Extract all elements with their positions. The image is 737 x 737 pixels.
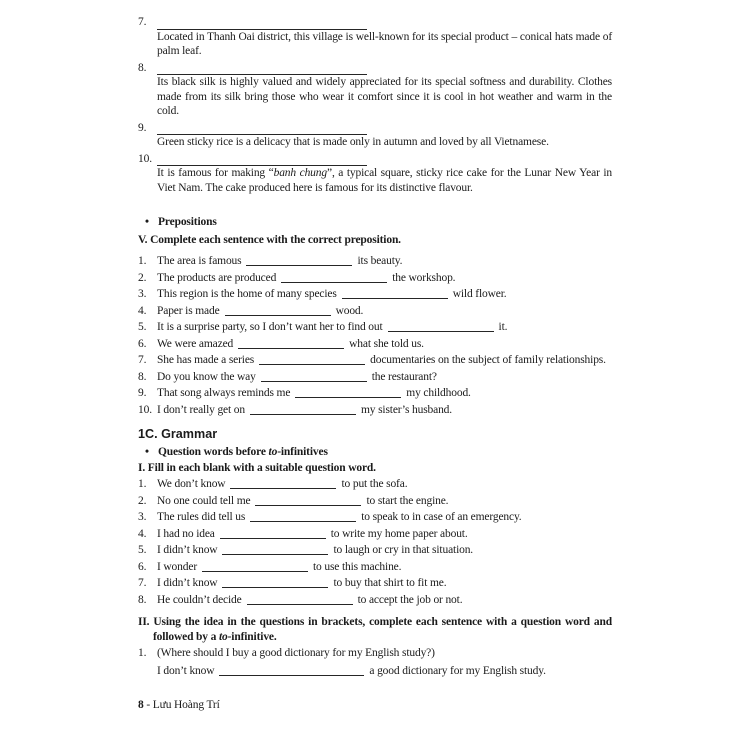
- exercise-ii-items: [138, 646, 612, 678]
- item-sentence: [157, 304, 612, 319]
- item-number: 6.: [138, 337, 147, 350]
- sentence-text: to buy that shirt to fit me.: [333, 577, 447, 589]
- sentence-text: I had no idea: [157, 527, 215, 540]
- sentence-text: I wonder: [157, 560, 197, 573]
- heading-label: Prepositions: [158, 216, 217, 228]
- sentence-text: to accept the job or not.: [357, 593, 463, 606]
- item-number: 10.: [138, 403, 152, 416]
- instruction-text: II. Using the idea in the questions in brackets, complete each sentence with a question word and followed by a: [138, 616, 612, 643]
- sentence-text: The products are produced: [157, 271, 277, 284]
- sentence-text: Paper is made: [157, 304, 220, 317]
- item-number: 5.: [138, 544, 147, 556]
- exercise-item: [138, 560, 612, 575]
- sentence-text: He couldn’t decide: [157, 593, 242, 606]
- item-sentence: [157, 370, 612, 385]
- answer-blank: [219, 664, 364, 676]
- item-number: 2.: [138, 494, 147, 507]
- item-answer-row: [138, 61, 612, 76]
- item-number: 3.: [138, 511, 147, 523]
- exercise-item: [138, 403, 612, 418]
- exercise-item: [138, 477, 612, 492]
- exercise-item: [138, 320, 612, 335]
- answer-blank: [250, 403, 356, 415]
- answer-blank: [281, 271, 387, 283]
- item-answer-row: [138, 152, 612, 167]
- exercise-item: [138, 254, 612, 269]
- sentence-text: to speak to in case of an emergency.: [361, 511, 522, 523]
- sentence-text: the restaurant?: [371, 370, 437, 383]
- item-description: [157, 75, 612, 119]
- item-description: [157, 135, 612, 150]
- item-answer-row: [138, 121, 612, 136]
- sentence-text: wild flower.: [452, 288, 507, 300]
- exercise-item: [138, 646, 612, 678]
- sentence-text: We don’t know: [157, 478, 226, 490]
- item-number: 7.: [138, 577, 147, 589]
- answer-blank: [222, 543, 328, 555]
- answer-blank: [295, 386, 401, 398]
- exercise-i-items: [138, 477, 612, 607]
- answer-blank: [388, 320, 494, 332]
- sentence-text: the workshop.: [392, 271, 456, 284]
- item-sentence: [157, 353, 612, 368]
- sentence-text: to write my home paper about.: [330, 527, 468, 540]
- bracket-question: (Where should I buy a good dictionary for my English study?): [157, 647, 435, 659]
- heading-text: -infinitives: [277, 446, 328, 458]
- answer-blank: [230, 477, 336, 489]
- answer-blank: [255, 494, 361, 506]
- sentence-text: to put the sofa.: [341, 478, 408, 490]
- item-number: 1.: [138, 255, 147, 267]
- exercise-item: [138, 386, 612, 401]
- item-answer-row: [138, 15, 612, 30]
- answer-blank: [220, 527, 326, 539]
- exercise-item: [138, 527, 612, 542]
- exercise-ii-instruction: [138, 615, 612, 644]
- item-number: 8.: [138, 370, 147, 383]
- item-number: 10.: [138, 152, 152, 165]
- prepositions-heading: [138, 215, 612, 230]
- answer-blank: [261, 370, 367, 382]
- item-number: 4.: [138, 304, 147, 317]
- answer-blank: [225, 304, 331, 316]
- item-number: 8.: [138, 593, 147, 606]
- sentence-text: it.: [498, 321, 508, 333]
- exercise-item: [138, 510, 612, 525]
- prepositions-section: [138, 215, 612, 417]
- page-footer: [138, 698, 612, 713]
- answer-blank: [342, 287, 448, 299]
- item-sentence: [157, 510, 612, 525]
- item-number: 5.: [138, 321, 147, 333]
- description-text: Its black silk is highly valued and widely appreciated for its special softness and durability. Clothes made from its silk bring those who wear it comfort since it is cool in hot weather and warm in the cold.: [157, 76, 612, 117]
- description-text: Green sticky rice is a delicacy that is made only in autumn and loved by all Vietnamese.: [157, 136, 549, 148]
- sentence-text: its beauty.: [357, 255, 403, 267]
- heading-label: [158, 445, 328, 460]
- exercise-item: [138, 494, 612, 509]
- item-number: 9.: [138, 121, 147, 134]
- item-sentence: [157, 477, 612, 492]
- sentence-text: what she told us.: [349, 337, 424, 350]
- sentence-text: Do you know the way: [157, 370, 256, 383]
- exercise-item: [138, 15, 612, 59]
- description-text: Located in Thanh Oai district, this village is well-known for its special product – conical hats made of palm leaf.: [157, 30, 612, 57]
- bullet-icon: •: [145, 446, 149, 458]
- exercise-item: [138, 543, 612, 558]
- exercise-item: [138, 271, 612, 286]
- item-sentence: [157, 320, 612, 335]
- exercise-item: [138, 370, 612, 385]
- book-author: - Lưu Hoàng Trí: [143, 699, 220, 711]
- sentence-text: This region is the home of many species: [157, 288, 337, 300]
- item-number: 8.: [138, 61, 147, 74]
- answer-blank: [247, 593, 353, 605]
- item-number: 1.: [138, 478, 147, 490]
- exercise-item: [138, 353, 612, 368]
- exercise-item: [138, 287, 612, 302]
- sentence-text: to use this machine.: [313, 560, 402, 573]
- heading-text: Question words before: [158, 446, 269, 458]
- page-number: 8: [138, 699, 144, 711]
- instruction-italic: to: [218, 630, 228, 643]
- instruction-text: -infinitive.: [227, 630, 277, 643]
- item-sentence: [157, 576, 612, 591]
- item-sentence: [157, 386, 612, 401]
- answer-line: [157, 122, 367, 135]
- item-number: 6.: [138, 560, 147, 573]
- item-number: 9.: [138, 387, 147, 399]
- bullet-icon: •: [145, 216, 149, 228]
- item-sentence: [157, 287, 612, 302]
- answer-sentence: [157, 664, 612, 679]
- exercise-item: [138, 576, 612, 591]
- exercise-item: [138, 152, 612, 196]
- sentence-text: The area is famous: [157, 255, 242, 267]
- item-sentence: [157, 527, 612, 542]
- item-number: 1.: [138, 647, 147, 659]
- exercise-item: [138, 121, 612, 150]
- sentence-text: She has made a series: [157, 354, 255, 366]
- item-sentence: [157, 560, 612, 575]
- item-number: 2.: [138, 271, 147, 284]
- exercise-i-instruction: I. Fill in each blank with a suitable question word.: [138, 461, 376, 474]
- answer-blank: [259, 353, 365, 365]
- exercise-item: [138, 304, 612, 319]
- sentence-text: No one could tell me: [157, 494, 251, 507]
- sentence-text: a good dictionary for my English study.: [369, 664, 546, 677]
- description-italic: banh chung: [273, 167, 327, 179]
- sentence-text: my childhood.: [406, 387, 471, 399]
- sentence-text: wood.: [335, 304, 364, 317]
- sentence-text: I don’t really get on: [157, 403, 245, 416]
- sentence-text: my sister’s husband.: [360, 403, 453, 416]
- exercise-item: [138, 593, 612, 608]
- sentence-text: to laugh or cry in that situation.: [333, 544, 474, 556]
- grammar-section: [138, 426, 612, 678]
- item-sentence: [157, 254, 612, 269]
- grammar-section-heading: 1C. Grammar: [138, 427, 218, 441]
- item-sentence: [157, 403, 612, 418]
- item-description: [157, 166, 612, 195]
- sentence-text: to start the engine.: [366, 494, 449, 507]
- sentence-text: That song always reminds me: [157, 387, 291, 399]
- item-sentence: [157, 271, 612, 286]
- item-sentence: [157, 494, 612, 509]
- exercise-item: [138, 61, 612, 119]
- answer-blank: [202, 560, 308, 572]
- item-number: 3.: [138, 288, 147, 300]
- answer-blank: [250, 510, 356, 522]
- item-sentence: [157, 593, 612, 608]
- exercise-v-instruction: V. Complete each sentence with the correct preposition.: [138, 233, 401, 246]
- description-text: It is famous for making “: [157, 167, 274, 179]
- sentence-text: documentaries on the subject of family relationships.: [370, 354, 606, 366]
- sentence-text: I didn’t know: [157, 577, 218, 589]
- sentence-text: I don’t know: [157, 664, 215, 677]
- sentence-text: The rules did tell us: [157, 511, 246, 523]
- item-sentence: [157, 337, 612, 352]
- item-description: [157, 30, 612, 59]
- answer-line: [157, 153, 367, 166]
- answer-line: [157, 17, 367, 30]
- answer-blank: [246, 254, 352, 266]
- item-number: 7.: [138, 16, 147, 28]
- item-sentence: [157, 646, 612, 678]
- answer-line: [157, 62, 367, 75]
- answer-blank: [222, 576, 328, 588]
- sentence-text: It is a surprise party, so I don’t want her to find out: [157, 321, 383, 333]
- answer-blank: [238, 337, 344, 349]
- sentence-text: I didn’t know: [157, 544, 218, 556]
- item-sentence: [157, 543, 612, 558]
- item-number: 4.: [138, 527, 147, 540]
- village-descriptions-section: [138, 15, 612, 195]
- grammar-topic-heading: [138, 445, 612, 460]
- sentence-text: We were amazed: [157, 337, 234, 350]
- exercise-v-items: [138, 254, 612, 417]
- heading-italic: to: [268, 446, 278, 458]
- description-text: ”, a typical square, sticky rice cake for the Lunar New Year in Viet Nam. The cake produced here is famous for its distinctive flavour.: [157, 167, 613, 194]
- item-number: 7.: [138, 354, 147, 366]
- exercise-item: [138, 337, 612, 352]
